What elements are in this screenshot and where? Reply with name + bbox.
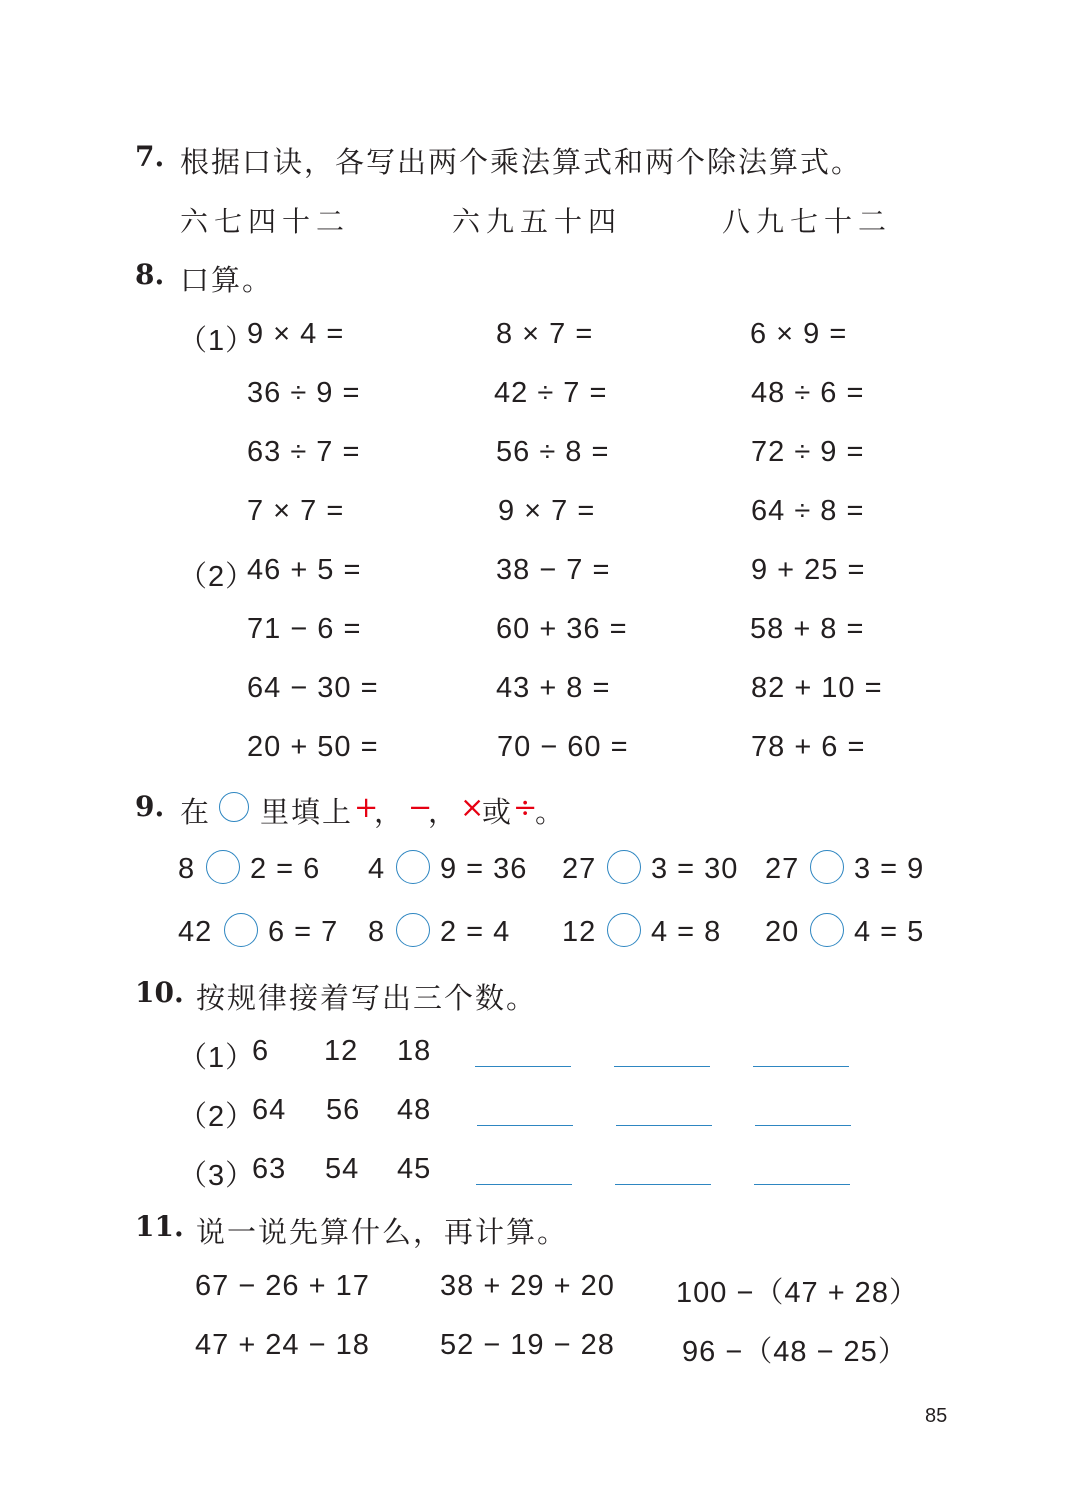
operand-right: 2 = 6 xyxy=(250,853,321,885)
answer-blank[interactable] xyxy=(754,1184,850,1185)
operand-left: 4 xyxy=(368,853,386,885)
answer-blank[interactable] xyxy=(755,1125,851,1126)
expression: 47 + 24 − 18 xyxy=(195,1329,370,1361)
equation: 72 ÷ 9 = xyxy=(751,436,865,468)
sequence-number: 48 xyxy=(397,1094,432,1126)
part-2-label: （2） xyxy=(178,561,256,593)
answer-circle[interactable] xyxy=(396,850,430,884)
answer-circle[interactable] xyxy=(396,913,430,947)
equation: 56 ÷ 8 = xyxy=(496,436,610,468)
operand-left: 8 xyxy=(368,916,386,948)
answer-blank[interactable] xyxy=(476,1184,572,1185)
question-9-text-mid: 里填上 xyxy=(260,795,354,829)
expression: 67 − 26 + 17 xyxy=(195,1270,370,1302)
separator: ， xyxy=(428,795,460,829)
sequence-number: 12 xyxy=(324,1035,359,1067)
question-9-number: 9. xyxy=(135,790,165,823)
operand-left: 27 xyxy=(562,853,597,885)
expression: 96 −（48 − 25） xyxy=(682,1336,908,1368)
question-8-number: 8. xyxy=(135,258,165,291)
sequence-label: （2） xyxy=(178,1101,256,1133)
operand-left: 12 xyxy=(562,916,597,948)
equation: 64 ÷ 8 = xyxy=(751,495,865,527)
question-10-number: 10. xyxy=(135,976,184,1009)
equation: 46 + 5 = xyxy=(247,554,362,586)
equation: 9 + 25 = xyxy=(751,554,866,586)
equation: 60 + 36 = xyxy=(496,613,628,645)
question-9-text-end: 。 xyxy=(535,795,567,829)
equation: 48 ÷ 6 = xyxy=(751,377,865,409)
equation: 20 + 50 = xyxy=(247,731,379,763)
answer-circle[interactable] xyxy=(607,913,641,947)
equation: 71 − 6 = xyxy=(247,613,362,645)
operator-minus: − xyxy=(408,790,435,824)
question-7-number: 7. xyxy=(135,140,165,173)
part-1-label: （1） xyxy=(178,325,256,357)
equation: 58 + 8 = xyxy=(750,613,865,645)
operand-right: 6 = 7 xyxy=(268,916,339,948)
word-or: 或 xyxy=(482,795,514,829)
answer-blank[interactable] xyxy=(616,1125,712,1126)
answer-circle[interactable] xyxy=(607,850,641,884)
equation: 9 × 7 = xyxy=(498,495,596,527)
operand-left: 42 xyxy=(178,916,213,948)
operator-times: × xyxy=(460,790,487,824)
operand-left: 27 xyxy=(765,853,800,885)
equation: 82 + 10 = xyxy=(751,672,883,704)
question-10-text: 按规律接着写出三个数。 xyxy=(196,981,538,1015)
question-11-text: 说一说先算什么，再计算。 xyxy=(196,1215,569,1249)
answer-circle[interactable] xyxy=(206,850,240,884)
operand-right: 3 = 9 xyxy=(854,853,925,885)
sequence-label: （3） xyxy=(178,1160,256,1192)
equation: 42 ÷ 7 = xyxy=(494,377,608,409)
operator-plus: + xyxy=(354,790,381,824)
rhyme-2: 六九五十四 xyxy=(452,205,623,238)
equation: 36 ÷ 9 = xyxy=(247,377,361,409)
rhyme-1: 六七四十二 xyxy=(180,205,351,238)
sequence-number: 63 xyxy=(252,1153,287,1185)
operand-right: 4 = 5 xyxy=(854,916,925,948)
question-11-number: 11. xyxy=(135,1210,184,1243)
equation: 7 × 7 = xyxy=(247,495,345,527)
sequence-number: 64 xyxy=(252,1094,287,1126)
question-9-text-prefix: 在 xyxy=(180,795,212,829)
sequence-label: （1） xyxy=(178,1042,256,1074)
sequence-number: 18 xyxy=(397,1035,432,1067)
page-number: 85 xyxy=(925,1405,948,1427)
sequence-number: 6 xyxy=(252,1035,270,1067)
circle-example-icon xyxy=(219,792,249,822)
answer-blank[interactable] xyxy=(477,1125,573,1126)
equation: 38 − 7 = xyxy=(496,554,611,586)
equation: 9 × 4 = xyxy=(247,318,345,350)
answer-blank[interactable] xyxy=(475,1066,571,1067)
equation: 70 − 60 = xyxy=(497,731,629,763)
equation: 63 ÷ 7 = xyxy=(247,436,361,468)
sequence-number: 56 xyxy=(326,1094,361,1126)
answer-circle[interactable] xyxy=(810,913,844,947)
rhyme-3: 八九七十二 xyxy=(722,205,893,238)
question-7-text: 根据口诀，各写出两个乘法算式和两个除法算式。 xyxy=(180,145,863,179)
expression: 100 −（47 + 28） xyxy=(676,1277,919,1309)
answer-blank[interactable] xyxy=(615,1184,711,1185)
separator: ， xyxy=(374,795,406,829)
operand-right: 9 = 36 xyxy=(440,853,528,885)
question-8-text: 口算。 xyxy=(180,263,274,297)
sequence-number: 54 xyxy=(325,1153,360,1185)
equation: 78 + 6 = xyxy=(751,731,866,763)
expression: 38 + 29 + 20 xyxy=(440,1270,615,1302)
operand-left: 20 xyxy=(765,916,800,948)
operand-right: 3 = 30 xyxy=(651,853,739,885)
equation: 6 × 9 = xyxy=(750,318,848,350)
equation: 43 + 8 = xyxy=(496,672,611,704)
operand-right: 4 = 8 xyxy=(651,916,722,948)
operand-left: 8 xyxy=(178,853,196,885)
answer-blank[interactable] xyxy=(614,1066,710,1067)
answer-blank[interactable] xyxy=(753,1066,849,1067)
expression: 52 − 19 − 28 xyxy=(440,1329,615,1361)
operator-divide: ÷ xyxy=(513,790,540,824)
operand-right: 2 = 4 xyxy=(440,916,511,948)
answer-circle[interactable] xyxy=(224,913,258,947)
answer-circle[interactable] xyxy=(810,850,844,884)
sequence-number: 45 xyxy=(397,1153,432,1185)
equation: 64 − 30 = xyxy=(247,672,379,704)
equation: 8 × 7 = xyxy=(496,318,594,350)
